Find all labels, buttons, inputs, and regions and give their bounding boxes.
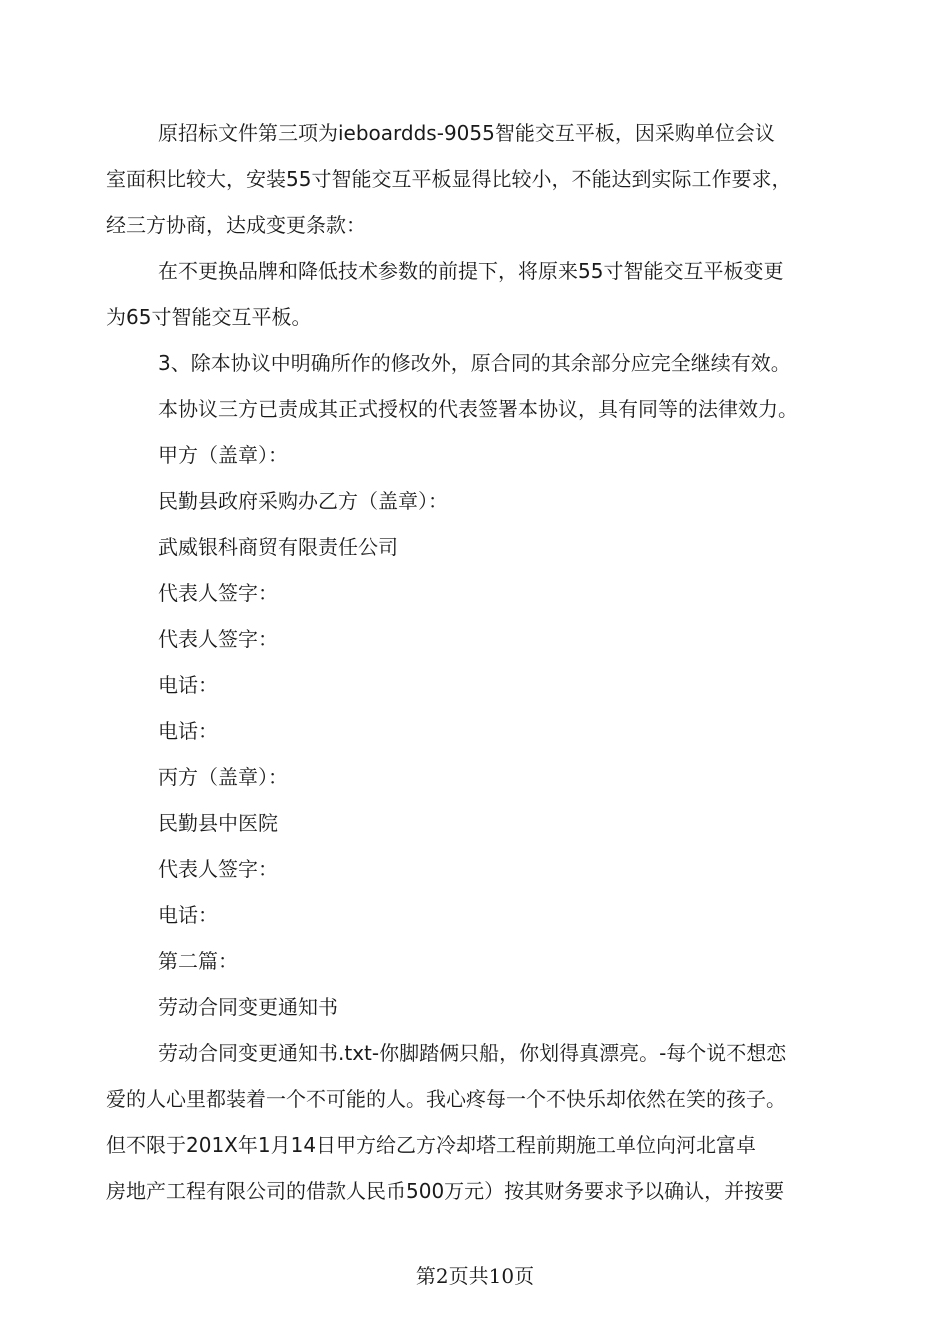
paragraph-1-line-3: 经三方协商，达成变更条款： (106, 213, 366, 237)
paragraph-body-line-2: 爱的人心里都装着一个不可能的人。我心疼每一个不快乐却依然在笑的孩子。 (106, 1087, 786, 1111)
paragraph-clause-3: 3、除本协议中明确所作的修改外，原合同的其余部分应完全继续有效。 (158, 351, 791, 375)
document-title: 劳动合同变更通知书 (158, 995, 338, 1019)
paragraph-body-line-3: 但不限于201X年1月14日甲方给乙方冷却塔工程前期施工单位向河北富卓 (106, 1133, 757, 1157)
party-a-name-party-b-seal-label: 民勤县政府采购办乙方（盖章）： (158, 489, 448, 513)
party-c-seal-label: 丙方（盖章）： (158, 765, 288, 789)
paragraph-1-line-1: 原招标文件第三项为ieboardds-9055智能交互平板，因采购单位会议 (158, 121, 775, 145)
party-c-name: 民勤县中医院 (158, 811, 278, 835)
paragraph-body-line-4: 房地产工程有限公司的借款人民币500万元）按其财务要求予以确认，并按要 (106, 1179, 785, 1203)
paragraph-body-line-1: 劳动合同变更通知书.txt-你脚踏俩只船，你划得真漂亮。-每个说不想恋 (158, 1041, 787, 1065)
phone-label-1: 电话： (158, 673, 218, 697)
phone-label-2: 电话： (158, 719, 218, 743)
section-heading: 第二篇： (158, 949, 238, 973)
page-number-footer: 第2页共10页 (415, 1264, 535, 1288)
party-b-name: 武威银科商贸有限责任公司 (158, 535, 398, 559)
phone-label-3: 电话： (158, 903, 218, 927)
paragraph-authorization: 本协议三方已责成其正式授权的代表签署本协议，具有同等的法律效力。 (158, 397, 798, 421)
representative-signature-label-1: 代表人签字： (158, 581, 278, 605)
paragraph-1-line-2: 室面积比较大，安装55寸智能交互平板显得比较小，不能达到实际工作要求， (106, 167, 792, 191)
representative-signature-label-2: 代表人签字： (158, 627, 278, 651)
paragraph-2-line-1: 在不更换品牌和降低技术参数的前提下，将原来55寸智能交互平板变更 (158, 259, 784, 283)
representative-signature-label-3: 代表人签字： (158, 857, 278, 881)
paragraph-2-line-2: 为65寸智能交互平板。 (106, 305, 312, 329)
party-a-seal-label: 甲方（盖章）： (158, 443, 288, 467)
